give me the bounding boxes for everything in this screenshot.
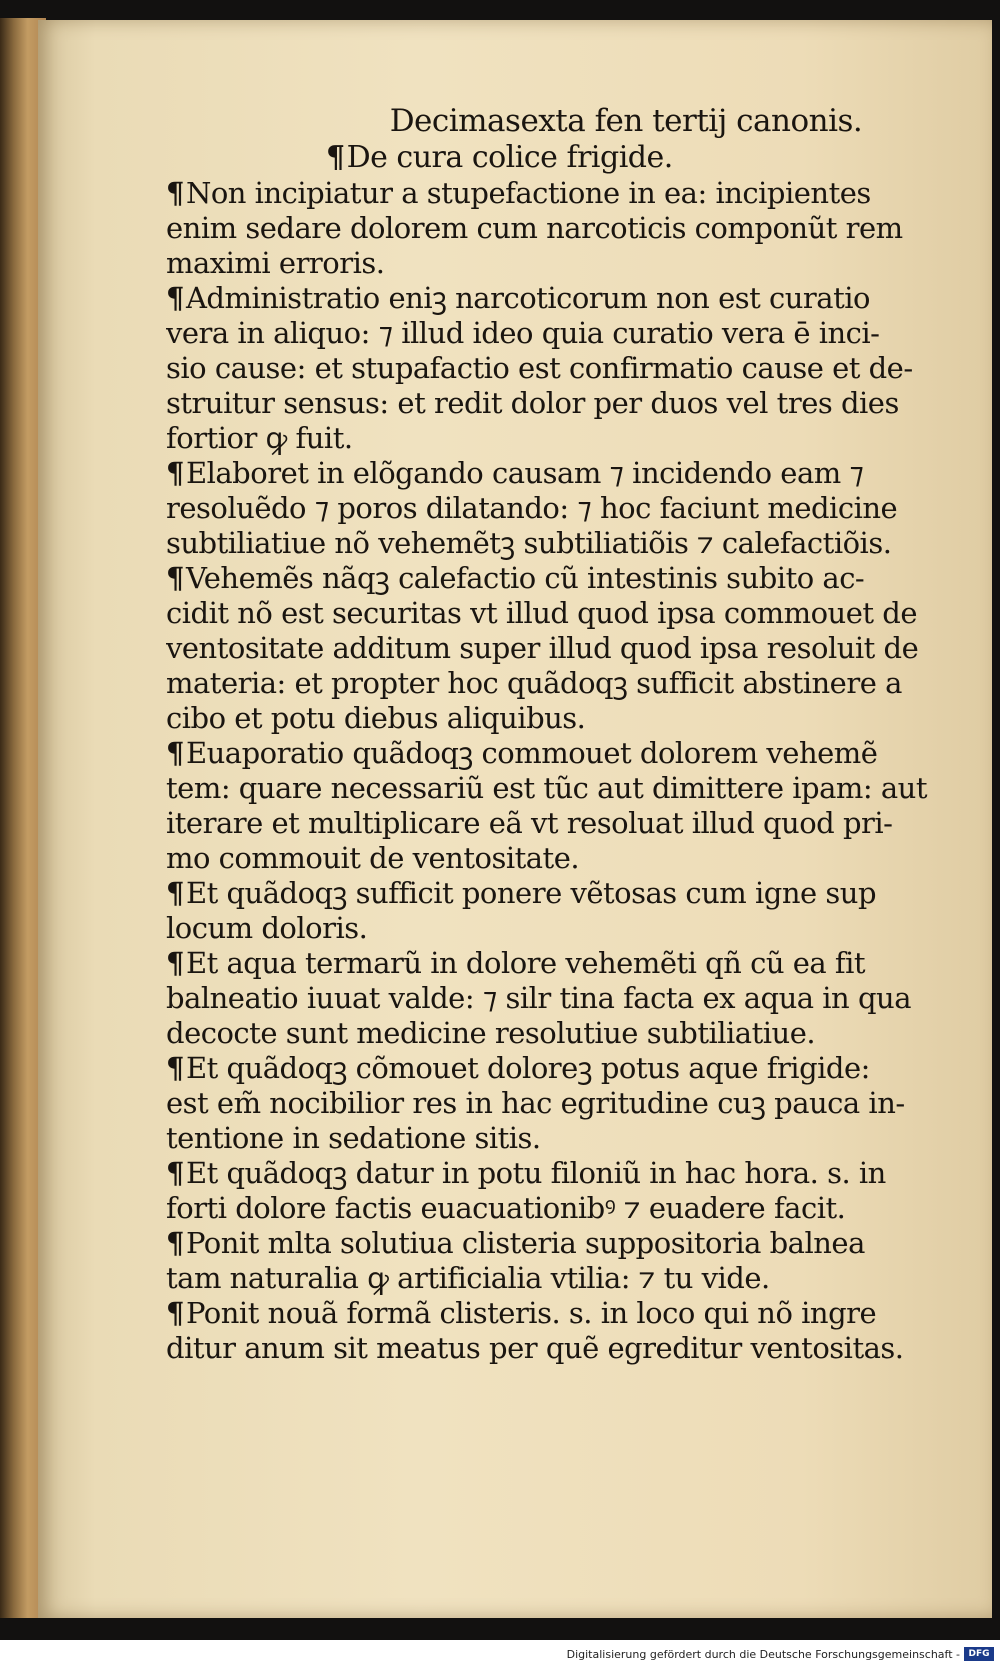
paragraph bbox=[166, 456, 966, 561]
text-line bbox=[166, 211, 966, 246]
heading-text: De cura colice frigide. bbox=[346, 140, 673, 175]
pilcrow-icon: ¶ bbox=[166, 281, 184, 315]
text-line bbox=[166, 351, 966, 386]
line-text: ventositate additum super illud quod ipsa resoluit de bbox=[166, 631, 919, 665]
line-text: Et aqua termarũ in dolore vehemẽti qñ cũ ea fit bbox=[185, 946, 866, 980]
paragraph bbox=[166, 1296, 966, 1366]
footer-credit: Digitalisierung gefördert durch die Deutsche Forschungsgemeinschaft - bbox=[566, 1648, 960, 1661]
pilcrow-icon: ¶ bbox=[326, 140, 345, 175]
line-text: fortior ꝙ fuit. bbox=[166, 421, 353, 455]
text-line bbox=[166, 981, 966, 1016]
text-line bbox=[166, 841, 966, 876]
text-line bbox=[166, 596, 966, 631]
text-line bbox=[166, 1331, 966, 1366]
pilcrow-icon: ¶ bbox=[166, 876, 184, 910]
footer-bar bbox=[0, 1640, 1000, 1672]
line-text: cibo et potu diebus aliquibus. bbox=[166, 701, 586, 735]
line-text: Administratio eniꝫ narcoticorum non est curatio bbox=[185, 281, 870, 315]
text-line bbox=[166, 526, 966, 561]
paragraph bbox=[166, 1156, 966, 1226]
paragraph bbox=[166, 1226, 966, 1296]
text-line bbox=[166, 281, 966, 316]
text-block bbox=[166, 80, 966, 1366]
text-line bbox=[166, 386, 966, 421]
line-text: locum doloris. bbox=[166, 911, 368, 945]
line-text: Et quãdoqꝫ sufficit ponere vẽtosas cum igne sup bbox=[185, 876, 877, 910]
section-heading bbox=[166, 140, 966, 176]
text-line bbox=[166, 1051, 966, 1086]
text-line bbox=[166, 456, 966, 491]
line-text: resoluẽdo ⁊ poros dilatando: ⁊ hoc faciunt medicine bbox=[166, 491, 898, 525]
pilcrow-icon: ¶ bbox=[166, 561, 184, 595]
line-text: vera in aliquo: ⁊ illud ideo quia curatio vera ē inci- bbox=[166, 316, 880, 350]
line-text: mo commouit de ventositate. bbox=[166, 841, 580, 875]
line-text: decocte sunt medicine resolutiue subtiliatiue. bbox=[166, 1016, 816, 1050]
line-text: Et quãdoqꝫ cõmouet doloreꝫ potus aque frigide: bbox=[185, 1051, 870, 1085]
text-line bbox=[166, 1261, 966, 1296]
line-text: Ponit nouã formã clisteris. s. in loco qui nõ ingre bbox=[185, 1296, 877, 1330]
pilcrow-icon: ¶ bbox=[166, 176, 184, 210]
pilcrow-icon: ¶ bbox=[166, 1051, 184, 1085]
paragraph bbox=[166, 1051, 966, 1156]
line-text: est em̃ nocibilior res in hac egritudine cuꝫ pauca in- bbox=[166, 1086, 905, 1120]
line-text: Ponit mlta solutiua clisteria suppositoria balnea bbox=[185, 1226, 865, 1260]
text-line bbox=[166, 666, 966, 701]
paragraph bbox=[166, 946, 966, 1051]
line-text: Non incipiatur a stupefactione in ea: incipientes bbox=[185, 176, 871, 210]
line-text: Et quãdoqꝫ datur in potu filoniũ in hac hora. s. in bbox=[185, 1156, 886, 1190]
pilcrow-icon: ¶ bbox=[166, 736, 184, 770]
paragraph bbox=[166, 561, 966, 736]
text-line bbox=[166, 1226, 966, 1261]
pilcrow-icon: ¶ bbox=[166, 946, 184, 980]
line-text: tam naturalia ꝙ artificialia vtilia: ⁊ tu vide. bbox=[166, 1261, 770, 1295]
dfg-logo: DFG bbox=[964, 1647, 994, 1661]
paragraph bbox=[166, 736, 966, 876]
line-text: iterare et multiplicare eã vt resoluat illud quod pri- bbox=[166, 806, 893, 840]
pilcrow-icon: ¶ bbox=[166, 1156, 184, 1190]
text-line bbox=[166, 1086, 966, 1121]
text-line bbox=[166, 771, 966, 806]
text-line bbox=[166, 1191, 966, 1226]
pilcrow-icon: ¶ bbox=[166, 1296, 184, 1330]
line-text: struitur sensus: et redit dolor per duos vel tres dies bbox=[166, 386, 899, 420]
text-line bbox=[166, 421, 966, 456]
line-text: Elaboret in elõgando causam ⁊ incidendo eam ⁊ bbox=[185, 456, 864, 490]
text-line bbox=[166, 176, 966, 211]
text-line bbox=[166, 806, 966, 841]
line-text: Euaporatio quãdoqꝫ commouet dolorem vehemẽ bbox=[185, 736, 878, 770]
line-text: forti dolore factis euacuationibꝰ ⁊ euadere facit. bbox=[166, 1191, 846, 1225]
paragraph-list bbox=[166, 176, 966, 1366]
line-text: subtiliatiue nõ vehemẽtꝫ subtiliatiõis ⁊ calefactiõis. bbox=[166, 526, 892, 560]
paragraph bbox=[166, 281, 966, 456]
running-head: Decimasexta fen tertij canonis. bbox=[389, 103, 863, 139]
pilcrow-icon: ¶ bbox=[166, 1226, 184, 1260]
text-line bbox=[166, 1156, 966, 1191]
text-line bbox=[166, 911, 966, 946]
line-text: sio cause: et stupafactio est confirmatio cause et de- bbox=[166, 351, 913, 385]
text-line bbox=[166, 701, 966, 736]
line-text: cidit nõ est securitas vt illud quod ipsa commouet de bbox=[166, 596, 917, 630]
paragraph bbox=[166, 876, 966, 946]
line-text: ditur anum sit meatus per quẽ egreditur ventositas. bbox=[166, 1331, 904, 1365]
text-line bbox=[166, 316, 966, 351]
text-line bbox=[166, 876, 966, 911]
text-line bbox=[166, 1016, 966, 1051]
line-text: Vehemẽs nãqꝫ calefactio cũ intestinis subito ac- bbox=[185, 561, 865, 595]
line-text: maximi erroris. bbox=[166, 246, 385, 280]
text-line bbox=[166, 561, 966, 596]
text-line bbox=[166, 631, 966, 666]
line-text: enim sedare dolorem cum narcoticis componũt rem bbox=[166, 211, 903, 245]
text-line bbox=[166, 1296, 966, 1331]
text-line bbox=[166, 491, 966, 526]
line-text: materia: et propter hoc quãdoqꝫ sufficit abstinere a bbox=[166, 666, 902, 700]
book-page bbox=[38, 20, 992, 1618]
text-line bbox=[166, 946, 966, 981]
line-text: balneatio iuuat valde: ⁊ silr tina facta ex aqua in qua bbox=[166, 981, 911, 1015]
text-line bbox=[166, 1121, 966, 1156]
text-line bbox=[166, 736, 966, 771]
pilcrow-icon: ¶ bbox=[166, 456, 184, 490]
text-line bbox=[166, 246, 966, 281]
line-text: tentione in sedatione sitis. bbox=[166, 1121, 541, 1155]
paragraph bbox=[166, 176, 966, 281]
line-text: tem: quare necessariũ est tũc aut dimittere ipam: aut bbox=[166, 771, 928, 805]
